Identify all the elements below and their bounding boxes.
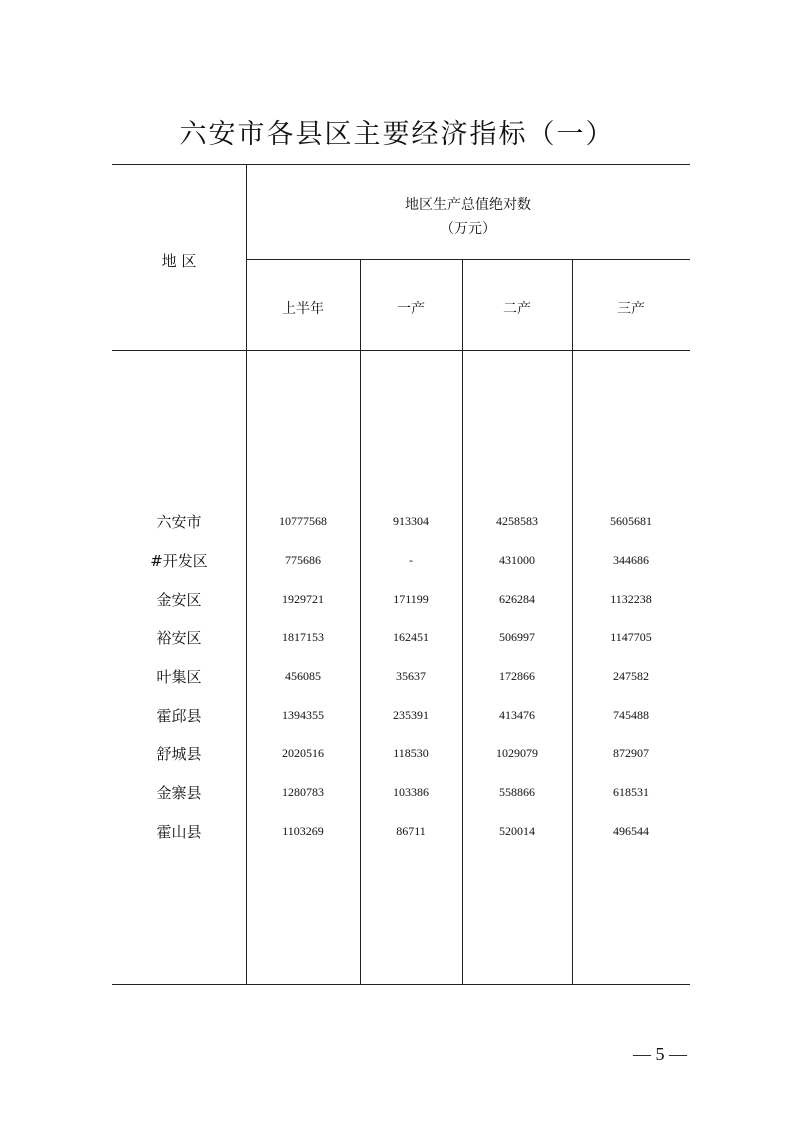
column-header: 二产 (503, 301, 531, 317)
table-cell: 1132238 (610, 592, 652, 606)
header-bottom-rule (112, 350, 690, 351)
region-name: 金寨县 (156, 784, 202, 802)
table-cell: 162451 (393, 630, 429, 644)
table-top-rule (112, 164, 690, 165)
group-header-unit: （万元） (440, 221, 496, 237)
header-sub-rule (246, 259, 690, 260)
table-cell: - (409, 553, 413, 567)
table-cell: 1147705 (610, 630, 652, 644)
table-bottom-rule (112, 984, 690, 985)
table-cell: 745488 (613, 708, 649, 722)
table-cell: 431000 (499, 553, 535, 567)
page-title: 六安市各县区主要经济指标（一） (179, 119, 615, 150)
table-cell: 496544 (613, 824, 649, 838)
table-cell: 86711 (396, 824, 426, 838)
table-cell: 344686 (613, 553, 649, 567)
table-cell: 520014 (499, 824, 535, 838)
region-name: 叶集区 (156, 668, 202, 686)
table-cell: 558866 (499, 785, 535, 799)
group-header-title: 地区生产总值绝对数 (405, 197, 531, 213)
column-header: 三产 (617, 301, 645, 317)
table-cell: 247582 (613, 669, 649, 683)
region-name: 六安市 (156, 513, 202, 531)
table-cell: 35637 (396, 669, 426, 683)
region-name: 霍山县 (156, 823, 202, 841)
table-cell: 913304 (393, 514, 429, 528)
column-divider (360, 259, 361, 984)
table-cell: 4258583 (496, 514, 538, 528)
table-cell: 1280783 (282, 785, 324, 799)
table-cell: 171199 (393, 592, 429, 606)
table-cell: 413476 (499, 708, 535, 722)
table-cell: 1929721 (282, 592, 324, 606)
column-divider (572, 259, 573, 984)
page-number: — 5 — (633, 1044, 687, 1064)
table-cell: 10777568 (279, 514, 327, 528)
table-cell: 103386 (393, 785, 429, 799)
region-name: 霍邱县 (156, 707, 202, 725)
table-cell: 456085 (285, 669, 321, 683)
column-header: 上半年 (282, 301, 324, 317)
table-cell: 506997 (499, 630, 535, 644)
table-cell: 1103269 (282, 824, 324, 838)
region-name: #开发区 (150, 552, 208, 570)
table-cell: 626284 (499, 592, 535, 606)
column-divider (462, 259, 463, 984)
region-name: 裕安区 (156, 629, 202, 647)
table-cell: 2020516 (282, 746, 324, 760)
column-header: 一产 (397, 301, 425, 317)
table-cell: 872907 (613, 746, 649, 760)
table-cell: 172866 (499, 669, 535, 683)
column-divider (246, 164, 247, 984)
region-name: 金安区 (156, 591, 202, 609)
region-name: 舒城县 (156, 745, 202, 763)
table-cell: 1817153 (282, 630, 324, 644)
table-cell: 235391 (393, 708, 429, 722)
table-cell: 775686 (285, 553, 321, 567)
table-cell: 5605681 (610, 514, 652, 528)
region-header: 地 区 (161, 252, 197, 270)
table-cell: 1394355 (282, 708, 324, 722)
table-cell: 1029079 (496, 746, 538, 760)
table-cell: 618531 (613, 785, 649, 799)
table-cell: 118530 (393, 746, 429, 760)
